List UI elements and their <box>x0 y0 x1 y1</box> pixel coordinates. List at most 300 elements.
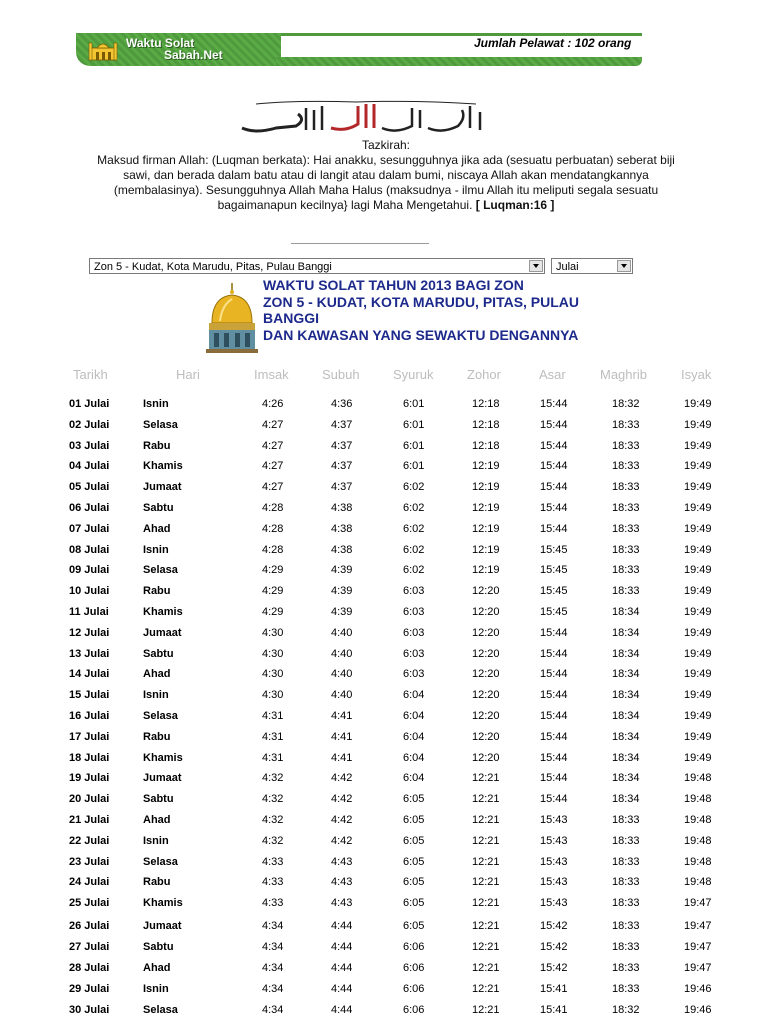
cell-imsak: 4:27 <box>262 440 284 452</box>
cell-zohor: 12:19 <box>472 481 500 493</box>
cell-isyak: 19:49 <box>684 710 712 722</box>
mosque-logo-icon <box>88 39 118 61</box>
cell-syuruk: 6:02 <box>403 564 425 576</box>
cell-syuruk: 6:05 <box>403 876 425 888</box>
cell-syuruk: 6:02 <box>403 523 425 535</box>
cell-imsak: 4:30 <box>262 627 284 639</box>
cell-day: Khamis <box>143 606 183 618</box>
cell-maghrib: 18:33 <box>612 544 640 556</box>
table-row <box>0 876 768 896</box>
cell-subuh: 4:43 <box>331 876 353 888</box>
cell-zohor: 12:21 <box>472 941 500 953</box>
cell-subuh: 4:36 <box>331 398 353 410</box>
cell-zohor: 12:19 <box>472 564 500 576</box>
cell-subuh: 4:41 <box>331 752 353 764</box>
cell-date: 27 Julai <box>69 941 110 953</box>
cell-subuh: 4:41 <box>331 731 353 743</box>
cell-imsak: 4:31 <box>262 710 284 722</box>
cell-date: 10 Julai <box>69 585 110 597</box>
cell-syuruk: 6:03 <box>403 606 425 618</box>
cell-syuruk: 6:06 <box>403 962 425 974</box>
cell-asar: 15:44 <box>540 648 568 660</box>
cell-asar: 15:44 <box>540 419 568 431</box>
table-row <box>0 502 768 522</box>
cell-maghrib: 18:34 <box>612 606 640 618</box>
cell-imsak: 4:30 <box>262 668 284 680</box>
cell-date: 07 Julai <box>69 523 110 535</box>
cell-maghrib: 18:33 <box>612 941 640 953</box>
cell-syuruk: 6:05 <box>403 856 425 868</box>
cell-isyak: 19:49 <box>684 752 712 764</box>
cell-day: Selasa <box>143 564 178 576</box>
table-row <box>0 772 768 792</box>
table-row <box>0 941 768 961</box>
cell-subuh: 4:40 <box>331 627 353 639</box>
cell-subuh: 4:39 <box>331 564 353 576</box>
cell-day: Rabu <box>143 440 171 452</box>
cell-imsak: 4:34 <box>262 941 284 953</box>
table-row <box>0 689 768 709</box>
page-title <box>263 277 663 343</box>
cell-subuh: 4:40 <box>331 668 353 680</box>
cell-date: 02 Julai <box>69 419 110 431</box>
cell-zohor: 12:21 <box>472 1004 500 1016</box>
cell-imsak: 4:27 <box>262 419 284 431</box>
cell-zohor: 12:19 <box>472 544 500 556</box>
cell-asar: 15:42 <box>540 962 568 974</box>
cell-maghrib: 18:34 <box>612 648 640 660</box>
cell-day: Sabtu <box>143 648 174 660</box>
cell-date: 23 Julai <box>69 856 110 868</box>
cell-imsak: 4:33 <box>262 856 284 868</box>
cell-isyak: 19:49 <box>684 689 712 701</box>
table-row <box>0 668 768 688</box>
cell-subuh: 4:39 <box>331 606 353 618</box>
cell-isyak: 19:48 <box>684 856 712 868</box>
cell-day: Jumaat <box>143 920 182 932</box>
title-line: ZON 5 - KUDAT, KOTA MARUDU, PITAS, PULAU <box>263 293 580 310</box>
cell-imsak: 4:32 <box>262 814 284 826</box>
cell-syuruk: 6:06 <box>403 1004 425 1016</box>
cell-imsak: 4:31 <box>262 731 284 743</box>
cell-maghrib: 18:33 <box>612 983 640 995</box>
cell-day: Jumaat <box>143 772 182 784</box>
cell-isyak: 19:49 <box>684 481 712 493</box>
cell-isyak: 19:48 <box>684 835 712 847</box>
visitor-counter: Jumlah Pelawat : 102 orang <box>474 36 632 50</box>
cell-asar: 15:44 <box>540 398 568 410</box>
cell-day: Khamis <box>143 752 183 764</box>
cell-date: 19 Julai <box>69 772 110 784</box>
cell-syuruk: 6:04 <box>403 710 425 722</box>
cell-maghrib: 18:33 <box>612 835 640 847</box>
cell-subuh: 4:39 <box>331 585 353 597</box>
cell-date: 21 Julai <box>69 814 110 826</box>
table-row <box>0 814 768 834</box>
cell-date: 26 Julai <box>69 920 110 932</box>
cell-subuh: 4:44 <box>331 983 353 995</box>
cell-zohor: 12:18 <box>472 440 500 452</box>
cell-isyak: 19:46 <box>684 1004 712 1016</box>
cell-zohor: 12:20 <box>472 710 500 722</box>
site-logo-text <box>126 37 223 61</box>
zone-select[interactable] <box>89 258 545 274</box>
cell-date: 29 Julai <box>69 983 110 995</box>
logo-line-2: Sabah.Net <box>164 48 223 62</box>
cell-zohor: 12:21 <box>472 920 500 932</box>
cell-asar: 15:42 <box>540 941 568 953</box>
cell-date: 25 Julai <box>69 897 110 909</box>
cell-isyak: 19:46 <box>684 983 712 995</box>
cell-asar: 15:43 <box>540 814 568 826</box>
cell-zohor: 12:21 <box>472 856 500 868</box>
cell-isyak: 19:49 <box>684 731 712 743</box>
cell-day: Isnin <box>143 835 169 847</box>
divider <box>291 243 429 244</box>
cell-asar: 15:44 <box>540 460 568 472</box>
cell-asar: 15:43 <box>540 835 568 847</box>
cell-date: 28 Julai <box>69 962 110 974</box>
cell-subuh: 4:37 <box>331 460 353 472</box>
cell-subuh: 4:41 <box>331 710 353 722</box>
cell-zohor: 12:21 <box>472 897 500 909</box>
cell-zohor: 12:20 <box>472 689 500 701</box>
tazkirah-block <box>86 138 686 213</box>
cell-asar: 15:44 <box>540 440 568 452</box>
table-row <box>0 983 768 1003</box>
cell-maghrib: 18:33 <box>612 920 640 932</box>
table-row <box>0 481 768 501</box>
cell-imsak: 4:34 <box>262 962 284 974</box>
cell-imsak: 4:29 <box>262 606 284 618</box>
cell-day: Khamis <box>143 460 183 472</box>
cell-date: 18 Julai <box>69 752 110 764</box>
cell-date: 13 Julai <box>69 648 110 660</box>
cell-maghrib: 18:33 <box>612 876 640 888</box>
cell-date: 14 Julai <box>69 668 110 680</box>
cell-asar: 15:43 <box>540 876 568 888</box>
cell-zohor: 12:21 <box>472 962 500 974</box>
cell-imsak: 4:26 <box>262 398 284 410</box>
table-row <box>0 897 768 917</box>
cell-asar: 15:43 <box>540 897 568 909</box>
cell-isyak: 19:49 <box>684 419 712 431</box>
cell-asar: 15:41 <box>540 983 568 995</box>
cell-date: 24 Julai <box>69 876 110 888</box>
banner-bottom-bar <box>276 57 642 66</box>
cell-day: Sabtu <box>143 941 174 953</box>
cell-imsak: 4:32 <box>262 772 284 784</box>
cell-maghrib: 18:33 <box>612 564 640 576</box>
tazkirah-title: Tazkirah: <box>361 138 411 152</box>
cell-day: Khamis <box>143 897 183 909</box>
cell-imsak: 4:28 <box>262 544 284 556</box>
cell-maghrib: 18:33 <box>612 962 640 974</box>
cell-syuruk: 6:04 <box>403 752 425 764</box>
cell-syuruk: 6:04 <box>403 731 425 743</box>
cell-day: Selasa <box>143 710 178 722</box>
cell-zohor: 12:20 <box>472 606 500 618</box>
cell-day: Jumaat <box>143 481 182 493</box>
cell-zohor: 12:21 <box>472 814 500 826</box>
cell-imsak: 4:29 <box>262 585 284 597</box>
cell-subuh: 4:38 <box>331 502 353 514</box>
table-row <box>0 1004 768 1024</box>
cell-isyak: 19:49 <box>684 564 712 576</box>
cell-zohor: 12:18 <box>472 419 500 431</box>
cell-maghrib: 18:34 <box>612 627 640 639</box>
cell-imsak: 4:34 <box>262 1004 284 1016</box>
table-row <box>0 856 768 876</box>
cell-subuh: 4:44 <box>331 962 353 974</box>
cell-syuruk: 6:02 <box>403 481 425 493</box>
cell-day: Selasa <box>143 856 178 868</box>
cell-zohor: 12:18 <box>472 398 500 410</box>
cell-isyak: 19:48 <box>684 772 712 784</box>
column-header-maghrib: Maghrib <box>600 367 647 382</box>
cell-asar: 15:44 <box>540 710 568 722</box>
cell-subuh: 4:44 <box>331 1004 353 1016</box>
cell-isyak: 19:49 <box>684 502 712 514</box>
table-row <box>0 752 768 772</box>
cell-date: 01 Julai <box>69 398 110 410</box>
cell-imsak: 4:31 <box>262 752 284 764</box>
cell-imsak: 4:28 <box>262 523 284 535</box>
table-row <box>0 398 768 418</box>
cell-maghrib: 18:33 <box>612 419 640 431</box>
cell-isyak: 19:49 <box>684 606 712 618</box>
cell-subuh: 4:42 <box>331 835 353 847</box>
cell-day: Rabu <box>143 876 171 888</box>
column-header-tarikh: Tarikh <box>73 367 108 382</box>
cell-zohor: 12:21 <box>472 793 500 805</box>
cell-zohor: 12:21 <box>472 876 500 888</box>
cell-day: Ahad <box>143 668 171 680</box>
column-header-imsak: Imsak <box>254 367 289 382</box>
cell-imsak: 4:34 <box>262 920 284 932</box>
cell-imsak: 4:30 <box>262 689 284 701</box>
cell-zohor: 12:21 <box>472 772 500 784</box>
table-row <box>0 564 768 584</box>
cell-isyak: 19:49 <box>684 668 712 680</box>
cell-syuruk: 6:03 <box>403 648 425 660</box>
cell-asar: 15:44 <box>540 752 568 764</box>
column-header-asar: Asar <box>539 367 566 382</box>
table-row <box>0 627 768 647</box>
cell-maghrib: 18:34 <box>612 731 640 743</box>
cell-imsak: 4:34 <box>262 983 284 995</box>
cell-subuh: 4:44 <box>331 920 353 932</box>
cell-day: Ahad <box>143 962 171 974</box>
cell-maghrib: 18:33 <box>612 440 640 452</box>
cell-isyak: 19:49 <box>684 398 712 410</box>
cell-syuruk: 6:06 <box>403 983 425 995</box>
zone-select-value: Zon 5 - Kudat, Kota Marudu, Pitas, Pulau Banggi <box>94 261 332 273</box>
cell-syuruk: 6:05 <box>403 814 425 826</box>
cell-isyak: 19:47 <box>684 941 712 953</box>
table-row <box>0 920 768 940</box>
cell-maghrib: 18:33 <box>612 585 640 597</box>
cell-asar: 15:45 <box>540 585 568 597</box>
cell-maghrib: 18:33 <box>612 502 640 514</box>
cell-syuruk: 6:03 <box>403 668 425 680</box>
cell-date: 16 Julai <box>69 710 110 722</box>
cell-date: 15 Julai <box>69 689 110 701</box>
title-line: DAN KAWASAN YANG SEWAKTU DENGANNYA <box>263 326 579 343</box>
cell-subuh: 4:38 <box>331 544 353 556</box>
column-header-hari: Hari <box>176 367 200 382</box>
cell-imsak: 4:30 <box>262 648 284 660</box>
cell-maghrib: 18:34 <box>612 793 640 805</box>
cell-subuh: 4:43 <box>331 856 353 868</box>
mosque-dome-icon <box>206 283 258 353</box>
cell-imsak: 4:28 <box>262 502 284 514</box>
table-row <box>0 731 768 751</box>
cell-asar: 15:44 <box>540 627 568 639</box>
cell-asar: 15:45 <box>540 544 568 556</box>
cell-date: 11 Julai <box>69 606 109 618</box>
cell-syuruk: 6:04 <box>403 689 425 701</box>
cell-zohor: 12:20 <box>472 648 500 660</box>
cell-zohor: 12:19 <box>472 460 500 472</box>
cell-isyak: 19:49 <box>684 544 712 556</box>
cell-day: Selasa <box>143 419 178 431</box>
cell-date: 03 Julai <box>69 440 110 452</box>
table-row <box>0 648 768 668</box>
title-line: BANGGI <box>263 310 319 326</box>
cell-imsak: 4:27 <box>262 460 284 472</box>
cell-date: 30 Julai <box>69 1004 110 1016</box>
cell-day: Sabtu <box>143 502 174 514</box>
cell-syuruk: 6:04 <box>403 772 425 784</box>
cell-date: 17 Julai <box>69 731 110 743</box>
cell-maghrib: 18:34 <box>612 668 640 680</box>
cell-maghrib: 18:34 <box>612 689 640 701</box>
cell-syuruk: 6:01 <box>403 398 425 410</box>
table-row <box>0 544 768 564</box>
table-row <box>0 585 768 605</box>
cell-asar: 15:41 <box>540 1004 568 1016</box>
table-row <box>0 523 768 543</box>
tazkirah-reference: [ Luqman:16 ] <box>475 198 555 212</box>
cell-asar: 15:44 <box>540 668 568 680</box>
cell-asar: 15:44 <box>540 502 568 514</box>
cell-maghrib: 18:34 <box>612 752 640 764</box>
cell-subuh: 4:37 <box>331 481 353 493</box>
cell-isyak: 19:49 <box>684 440 712 452</box>
cell-subuh: 4:43 <box>331 897 353 909</box>
column-header-zohor: Zohor <box>467 367 501 382</box>
table-row <box>0 710 768 730</box>
table-row <box>0 835 768 855</box>
cell-asar: 15:44 <box>540 731 568 743</box>
cell-subuh: 4:44 <box>331 941 353 953</box>
cell-day: Isnin <box>143 689 169 701</box>
cell-imsak: 4:27 <box>262 481 284 493</box>
cell-imsak: 4:32 <box>262 835 284 847</box>
cell-isyak: 19:48 <box>684 814 712 826</box>
cell-asar: 15:44 <box>540 481 568 493</box>
cell-date: 12 Julai <box>69 627 110 639</box>
cell-asar: 15:44 <box>540 523 568 535</box>
cell-imsak: 4:32 <box>262 793 284 805</box>
cell-isyak: 19:49 <box>684 523 712 535</box>
cell-maghrib: 18:34 <box>612 710 640 722</box>
cell-date: 22 Julai <box>69 835 110 847</box>
cell-maghrib: 18:33 <box>612 897 640 909</box>
cell-subuh: 4:37 <box>331 419 353 431</box>
cell-syuruk: 6:01 <box>403 419 425 431</box>
cell-subuh: 4:42 <box>331 793 353 805</box>
cell-asar: 15:44 <box>540 793 568 805</box>
cell-zohor: 12:21 <box>472 835 500 847</box>
cell-imsak: 4:33 <box>262 897 284 909</box>
cell-syuruk: 6:02 <box>403 502 425 514</box>
cell-isyak: 19:47 <box>684 962 712 974</box>
chevron-down-icon[interactable] <box>529 260 543 272</box>
table-row <box>0 440 768 460</box>
cell-zohor: 12:19 <box>472 502 500 514</box>
cell-zohor: 12:20 <box>472 668 500 680</box>
cell-maghrib: 18:33 <box>612 814 640 826</box>
tazkirah-text: Maksud firman Allah: (Luqman berkata): Hai anakku, sesungguhnya jika ada (sesuatu perbuatan) seberat biji sawi, dan berada dalam batu atau di langit atau dalam bumi, niscaya Allah akan mendatangkannya (membalasinya). Sesungguhnya Allah Maha Halus (maksudnya - ilmu Allah itu meliputi segala sesuatu bagaimanapun kecilnya} lagi Maha Mengetahui. <box>97 153 675 212</box>
cell-zohor: 12:20 <box>472 731 500 743</box>
cell-day: Sabtu <box>143 793 174 805</box>
title-line: WAKTU SOLAT TAHUN 2013 BAGI ZON <box>263 277 524 293</box>
cell-syuruk: 6:05 <box>403 897 425 909</box>
cell-isyak: 19:49 <box>684 460 712 472</box>
cell-day: Rabu <box>143 731 171 743</box>
cell-maghrib: 18:33 <box>612 856 640 868</box>
cell-day: Isnin <box>143 398 169 410</box>
cell-syuruk: 6:06 <box>403 941 425 953</box>
cell-day: Ahad <box>143 523 171 535</box>
cell-subuh: 4:38 <box>331 523 353 535</box>
column-header-subuh: Subuh <box>322 367 360 382</box>
cell-asar: 15:42 <box>540 920 568 932</box>
month-select[interactable] <box>551 258 633 274</box>
cell-zohor: 12:20 <box>472 627 500 639</box>
cell-zohor: 12:21 <box>472 983 500 995</box>
chevron-down-icon[interactable] <box>617 260 631 272</box>
cell-isyak: 19:48 <box>684 793 712 805</box>
cell-imsak: 4:33 <box>262 876 284 888</box>
table-row <box>0 419 768 439</box>
cell-date: 09 Julai <box>69 564 110 576</box>
table-row <box>0 962 768 982</box>
cell-subuh: 4:42 <box>331 772 353 784</box>
cell-subuh: 4:40 <box>331 689 353 701</box>
cell-isyak: 19:49 <box>684 648 712 660</box>
cell-syuruk: 6:03 <box>403 585 425 597</box>
cell-day: Ahad <box>143 814 171 826</box>
cell-subuh: 4:42 <box>331 814 353 826</box>
cell-maghrib: 18:32 <box>612 1004 640 1016</box>
cell-asar: 15:45 <box>540 564 568 576</box>
bismillah-calligraphy-icon <box>236 100 488 136</box>
cell-day: Isnin <box>143 983 169 995</box>
table-row <box>0 460 768 480</box>
cell-maghrib: 18:33 <box>612 523 640 535</box>
cell-imsak: 4:29 <box>262 564 284 576</box>
cell-isyak: 19:49 <box>684 585 712 597</box>
cell-syuruk: 6:01 <box>403 460 425 472</box>
cell-syuruk: 6:05 <box>403 920 425 932</box>
cell-date: 04 Julai <box>69 460 110 472</box>
cell-day: Jumaat <box>143 627 182 639</box>
cell-day: Rabu <box>143 585 171 597</box>
table-header <box>0 367 768 385</box>
